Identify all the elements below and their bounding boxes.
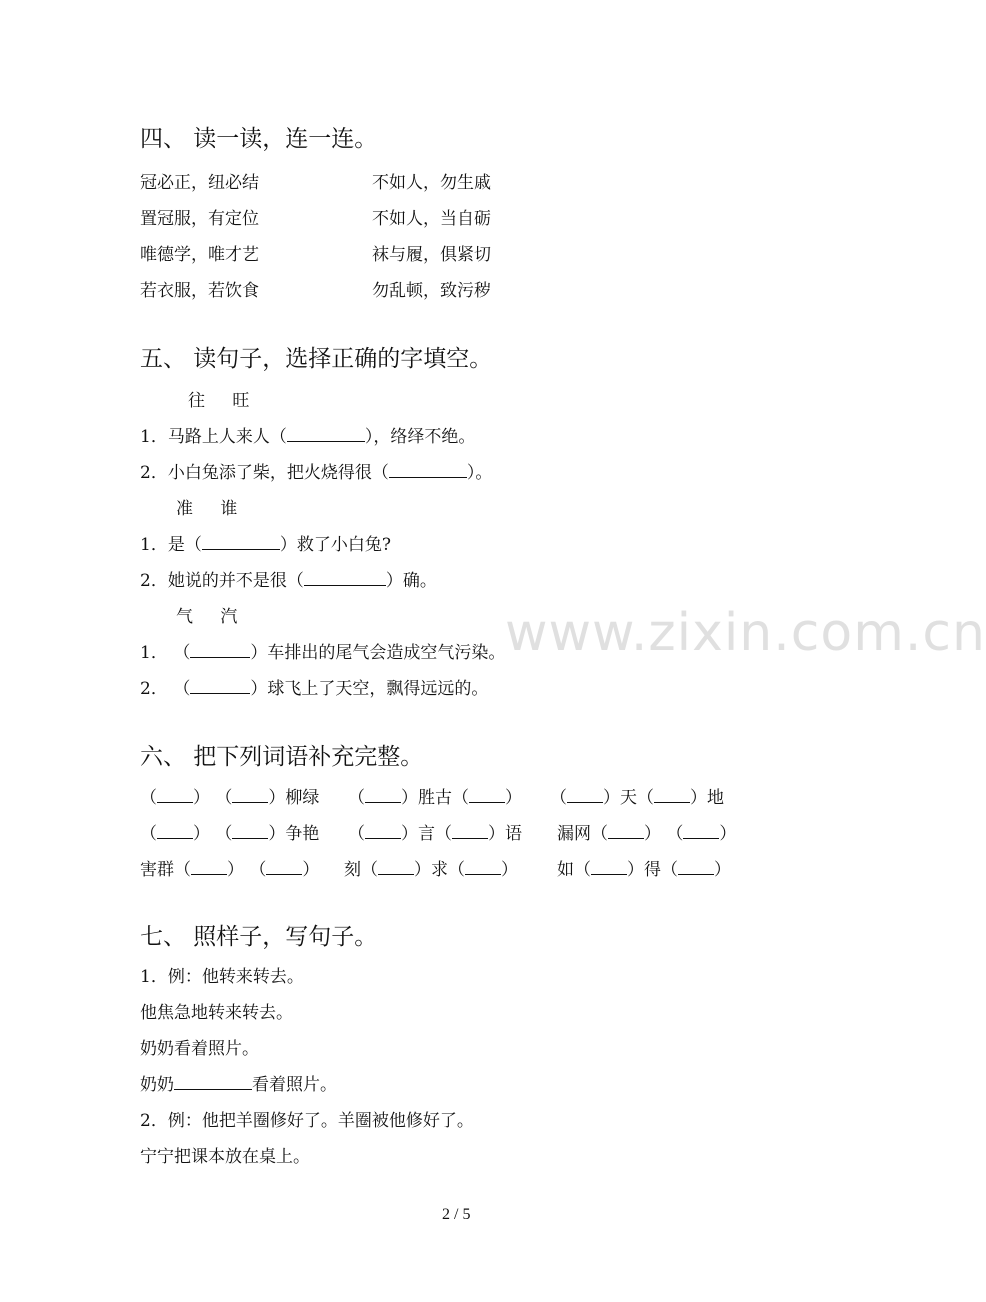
q5-2-2: 2．她说的并不是很（ ）确。 [140,571,437,591]
example-2: 2．例：他把羊圈修好了。羊圈被他修好了。 [140,1111,474,1131]
fill-blank[interactable] [190,643,250,658]
idiom-5: （ ）言（ ）语 [348,824,522,844]
fill-blank[interactable] [157,788,193,803]
q5-3-2: 2． （ ）球飞上了天空，飘得远远的。 [140,679,489,699]
fill-blank[interactable] [304,571,386,586]
idiom-3: （ ）天（ ）地 [550,788,724,808]
char-choices-2: 准 谁 [176,499,238,519]
section5-title: 五、 读句子，选择正确的字填空。 [140,346,493,372]
idiom-7: 害群（ ） （ ） [140,860,320,880]
section7-title: 七、 照样子，写句子。 [140,924,378,950]
idiom-2: （ ）胜古（ ） [348,788,522,808]
fill-blank[interactable] [654,788,690,803]
fill-blank[interactable] [389,463,467,478]
fill-blank[interactable] [591,860,627,875]
fill-blank[interactable] [567,788,603,803]
idiom-6: 漏网（ ） （ ） [557,824,737,844]
exercise-2-source: 宁宁把课本放在桌上。 [140,1147,310,1167]
fill-blank[interactable] [365,788,401,803]
watermark: www.zixin.com.cn [505,603,986,663]
exercise-1-source: 奶奶看着照片。 [140,1039,259,1059]
match-right-3: 袜与履，俱紧切 [372,245,491,265]
exercise-1-line: 奶奶 看着照片。 [140,1075,337,1095]
fill-blank[interactable] [232,788,268,803]
match-right-2: 不如人，当自砺 [372,209,491,229]
example-1: 1．例：他转来转去。 [140,967,304,987]
match-left-3: 唯德学，唯才艺 [140,245,259,265]
fill-blank[interactable] [452,824,488,839]
fill-blank[interactable] [266,860,302,875]
idiom-1: （ ） （ ）柳绿 [140,788,320,808]
q5-1-1: 1．马路上人来人（ ），络绎不绝。 [140,427,476,447]
section4-title: 四、 读一读，连一连。 [140,126,378,152]
fill-blank[interactable] [191,860,227,875]
idiom-4: （ ） （ ）争艳 [140,824,320,844]
q5-3-1: 1． （ ）车排出的尾气会造成空气污染。 [140,643,506,663]
fill-blank[interactable] [190,679,250,694]
match-right-1: 不如人，勿生戚 [372,173,491,193]
fill-blank[interactable] [157,824,193,839]
fill-blank[interactable] [469,788,505,803]
section6-title: 六、 把下列词语补充完整。 [140,744,424,770]
fill-blank[interactable] [465,860,501,875]
q5-1-2: 2．小白兔添了柴，把火烧得很（ ）。 [140,463,493,483]
fill-blank[interactable] [678,860,714,875]
idiom-9: 如（ ）得（ ） [557,860,731,880]
match-right-4: 勿乱顿，致污秽 [372,281,491,301]
fill-blank[interactable] [378,860,414,875]
example-1-answer: 他焦急地转来转去。 [140,1003,293,1023]
q5-2-1: 1．是（ ）救了小白兔? [140,535,391,555]
page-number: 2 / 5 [442,1206,471,1223]
char-choices-1: 往 旺 [188,391,250,411]
fill-blank[interactable] [365,824,401,839]
fill-blank[interactable] [608,824,644,839]
fill-blank[interactable] [287,427,365,442]
fill-blank[interactable] [174,1075,252,1090]
idiom-8: 刻（ ）求（ ） [344,860,518,880]
match-left-1: 冠必正，纽必结 [140,173,259,193]
match-left-4: 若衣服，若饮食 [140,281,259,301]
fill-blank[interactable] [683,824,719,839]
fill-blank[interactable] [232,824,268,839]
char-choices-3: 气 汽 [176,607,238,627]
match-left-2: 置冠服，有定位 [140,209,259,229]
fill-blank[interactable] [202,535,280,550]
